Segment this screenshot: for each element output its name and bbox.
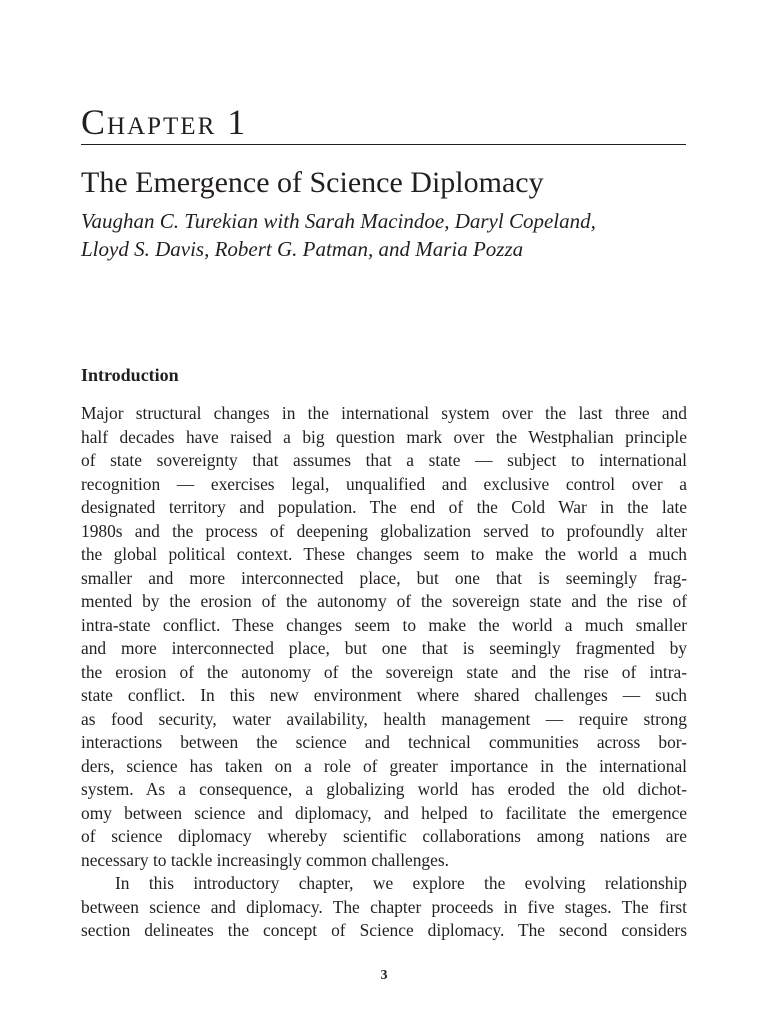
body-text: [81, 402, 687, 943]
chapter-authors: [81, 207, 691, 263]
text-line: omy between science and diplomacy, and helped to facilitate the emergence: [81, 802, 687, 823]
text-line: intra-state conflict. These changes seem to make the world a much smaller: [81, 614, 687, 635]
text-line: of science diplomacy whereby scientific collaborations among nations are: [81, 826, 687, 846]
text-line: smaller and more interconnected place, but one that is seemingly frag-: [81, 567, 687, 588]
text-line: interactions between the science and technical communities across bor-: [81, 732, 687, 752]
chapter-label: Chapter 1: [81, 102, 248, 142]
text-line: mented by the erosion of the autonomy of the sovereign state and the rise of: [81, 591, 687, 611]
text-line: and more interconnected place, but one that is seemingly fragmented by: [81, 638, 687, 658]
authors-line-1: Vaughan C. Turekian with Sarah Macindoe, Daryl Copeland,: [81, 209, 596, 233]
text-line: of state sovereignty that assumes that a state — subject to international: [81, 450, 687, 470]
authors-line-2: Lloyd S. Davis, Robert G. Patman, and Maria Pozza: [81, 237, 524, 261]
text-line: In this introductory chapter, we explore the evolving relationship: [115, 873, 687, 893]
text-line: Major structural changes in the international system over the last three and: [81, 403, 687, 423]
page-number: 3: [380, 968, 388, 983]
chapter-rule: [81, 144, 686, 145]
text-line: recognition — exercises legal, unqualified and exclusive control over a: [81, 473, 687, 494]
text-line: system. As a consequence, a globalizing world has eroded the old dichot-: [81, 779, 687, 799]
text-line: between science and diplomacy. The chapter proceeds in five stages. The first: [81, 896, 687, 917]
text-line: the erosion of the autonomy of the sovereign state and the rise of intra-: [81, 661, 687, 682]
text-line: the global political context. These changes seem to make the world a much: [81, 544, 687, 564]
text-line: state conflict. In this new environment where shared challenges — such: [81, 685, 687, 705]
text-line: ders, science has taken on a role of greater importance in the international: [81, 755, 687, 776]
text-line: necessary to tackle increasingly common challenges.: [81, 849, 449, 870]
text-line: section delineates the concept of Science diplomacy. The second considers: [81, 920, 687, 940]
section-heading: Introduction: [81, 365, 179, 385]
text-line: 1980s and the process of deepening globalization served to profoundly alter: [81, 520, 687, 541]
text-line: as food security, water availability, health management — require strong: [81, 708, 687, 729]
text-line: designated territory and population. The end of the Cold War in the late: [81, 497, 687, 517]
text-line: half decades have raised a big question mark over the Westphalian principle: [81, 426, 687, 447]
chapter-title: The Emergence of Science Diplomacy: [81, 166, 544, 199]
